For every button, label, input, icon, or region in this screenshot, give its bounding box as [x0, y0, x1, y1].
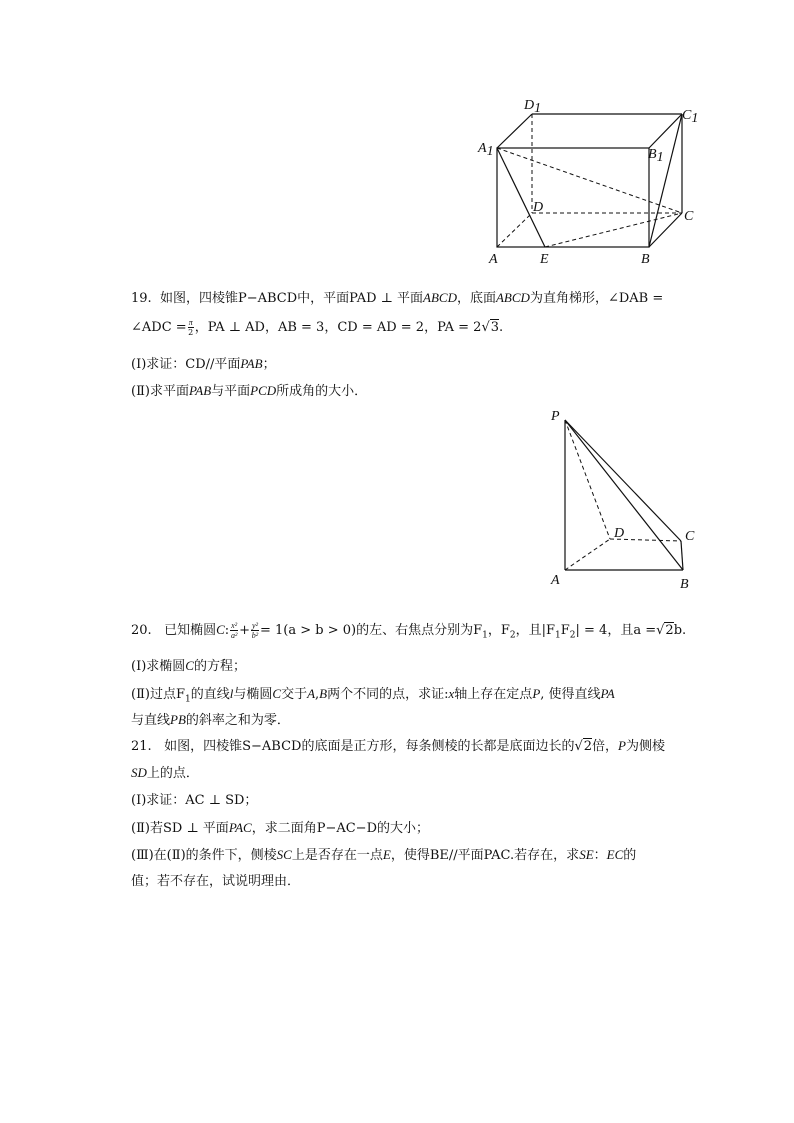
edge-p-c	[565, 420, 681, 541]
label-d1: D1	[524, 98, 542, 116]
label-d: D	[614, 526, 625, 541]
fraction-pi-over-2: $\frac{\pi}{2}$	[188, 318, 194, 337]
q20-number: 20.	[131, 623, 152, 638]
diagonal-b-c1	[649, 114, 682, 247]
q19-line2: ∠ADC = $\frac{\pi}{2}$ ，PA ⊥ AD，AB = 3，CD = AD = 2，PA = 2√3.	[131, 318, 504, 337]
q20-line1: 20. 已知椭圆C: $\frac{\text{x²}}{\text{a²}}$ + $\frac{\text{y²}}{\text{b²}}$ = 1(a > b > 0)的左、右焦点分别为$F_1$，$F_2$，且$|F_1F_2| = 4$，且a =√2b.	[131, 621, 687, 641]
q19-number: 19.	[131, 291, 152, 306]
label-c: C	[684, 209, 694, 224]
hidden-edge-a-d	[497, 213, 532, 247]
q21-line1: 21. 如图，四棱锥S−ABCD的底面是正方形，每条侧棱的长都是底面边长的√2倍，P为侧棱	[131, 738, 666, 754]
hidden-segment-e-c	[545, 213, 682, 247]
q19-part2: (Ⅱ)求平面PAB与平面PCD所成角的大小．	[131, 383, 368, 399]
edge-a1-d1	[497, 114, 532, 148]
figure-pyramid	[540, 400, 710, 595]
figure-prism	[470, 90, 710, 270]
hidden-edge-a-d	[565, 539, 610, 570]
q21-part3-cont: 值；若不存在，试说明理由．	[131, 874, 301, 889]
label-b: B	[641, 252, 650, 267]
sqrt-2: √2	[574, 739, 593, 754]
prism-front-face	[497, 148, 649, 247]
label-a1: A1	[478, 141, 494, 159]
q20-part2-cont: 与直线PB的斜率之和为零．	[131, 712, 290, 728]
fraction-y2-b2: $\frac{\text{y²}}{\text{b²}}$	[251, 621, 259, 640]
q21-number: 21.	[131, 739, 152, 754]
label-c: C	[685, 529, 695, 544]
sqrt-2: √2	[656, 623, 674, 638]
label-e: E	[540, 252, 549, 267]
sqrt-3: √3	[481, 320, 500, 335]
q21-part3: (Ⅲ)在(Ⅱ)的条件下，侧棱SC上是否存在一点E，使得BE//平面PAC.若存在，求SE：EC的	[131, 847, 637, 863]
label-b1: B1	[648, 147, 664, 165]
q19-line1: 19. 如图，四棱锥P−ABCD中，平面PAD ⊥ 平面ABCD，底面ABCD为直角梯形，∠DAB =	[131, 290, 664, 306]
hidden-edge-p-d	[565, 420, 610, 539]
q19-part1: (Ⅰ)求证：CD//平面PAB；	[131, 356, 276, 372]
label-b: B	[680, 577, 689, 592]
q20-part2: (Ⅱ)过点$F_1$的直线l与椭圆C交于A,B两个不同的点，求证:x轴上存在定点P, 使得直线PA	[131, 686, 615, 705]
label-a: A	[551, 573, 560, 588]
label-p: P	[551, 409, 560, 424]
edge-b-c	[649, 213, 682, 247]
fraction-x2-a2: $\frac{\text{x²}}{\text{a²}}$	[230, 621, 238, 640]
edge-b1-c1	[649, 114, 682, 148]
edge-b-c	[681, 541, 683, 570]
q21-line2: SD上的点．	[131, 765, 199, 781]
label-c1: C1	[682, 108, 699, 126]
q21-part1: (Ⅰ)求证：AC ⊥ SD；	[131, 793, 258, 808]
label-d: D	[533, 200, 544, 215]
q21-part2: (Ⅱ)若SD ⊥ 平面PAC，求二面角P−AC−D的大小；	[131, 820, 429, 836]
label-a: A	[489, 252, 498, 267]
edge-p-b	[565, 420, 683, 570]
q20-part1: (Ⅰ)求椭圆C的方程；	[131, 658, 246, 674]
